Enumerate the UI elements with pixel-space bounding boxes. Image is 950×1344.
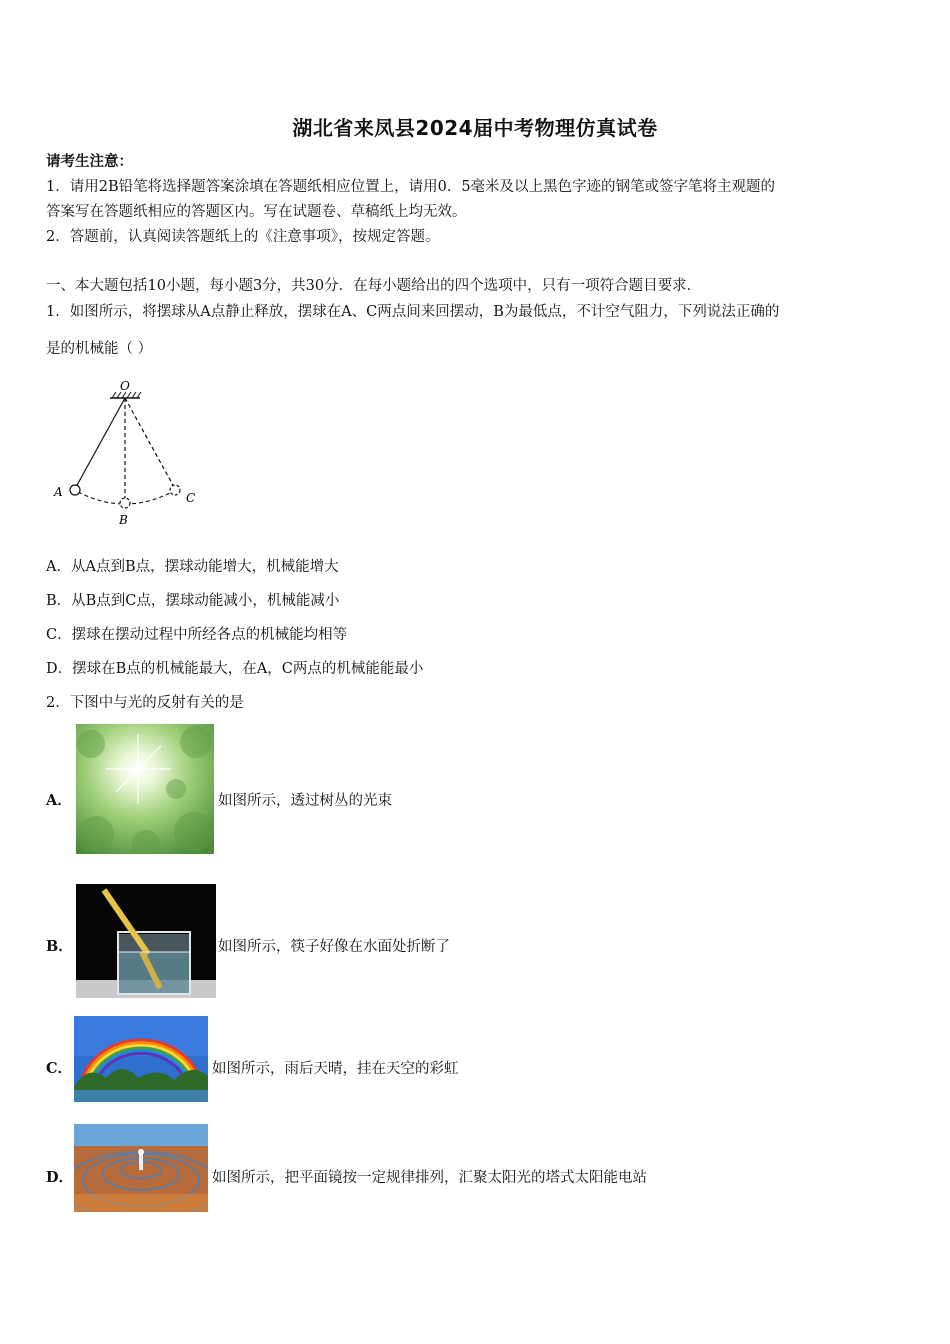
solar-tower-image xyxy=(74,1124,208,1212)
q1-option-d: D．摆球在B点的机械能最大，在A，C两点的机械能能最小 xyxy=(46,661,424,677)
q2-option-c-letter: C． xyxy=(46,1060,73,1077)
forest-light-image xyxy=(76,724,214,854)
ball-b xyxy=(120,498,130,508)
notice-item-2: 2．答题前，认真阅读答题纸上的《注意事项》，按规定答题。 xyxy=(46,229,440,245)
notice-heading: 请考生注意： xyxy=(46,153,133,170)
notice-item-1-line-1: 1．请用2B铅笔将选择题答案涂填在答题纸相应位置上，请用0．5毫米及以上黑色字迹的钢笔或签字笔将主观题的 xyxy=(46,179,776,195)
label-b: B xyxy=(119,513,128,527)
q1-option-b: B．从B点到C点，摆球动能减小，机械能减小 xyxy=(46,593,340,609)
page-title: 湖北省来凤县2024届中考物理仿真试卷 xyxy=(292,116,658,140)
q2-option-a-text: 如图所示，透过树丛的光束 xyxy=(218,793,392,809)
notice-item-1-line-2: 答案写在答题纸相应的答题区内。写在试题卷、草稿纸上均无效。 xyxy=(46,204,467,220)
q2-stem: 2．下图中与光的反射有关的是 xyxy=(46,695,244,711)
q1-option-a: A．从A点到B点，摆球动能增大，机械能增大 xyxy=(46,559,339,575)
q1-stem-line-2: 是的机械能（ ） xyxy=(46,341,153,357)
label-c: C xyxy=(186,491,196,505)
q2-option-b-letter: B． xyxy=(46,938,73,955)
chopsticks-in-water-image xyxy=(76,884,216,998)
ball-a xyxy=(70,485,80,495)
q2-option-a-letter: A． xyxy=(46,792,72,809)
q1-stem-line-1: 1．如图所示，将摆球从A点静止释放，摆球在A、C两点间来回摆动，B为最低点，不计空气阻力，下列说法正确的 xyxy=(46,304,780,320)
string-a xyxy=(76,398,125,487)
section-heading: 一、本大题包括10小题，每小题3分，共30分．在每小题给出的四个选项中，只有一项符合题目要求． xyxy=(46,278,702,294)
pendulum-figure xyxy=(48,376,208,532)
string-c xyxy=(125,398,174,487)
q2-option-c-text: 如图所示，雨后天晴，挂在天空的彩虹 xyxy=(212,1061,459,1077)
label-a: A xyxy=(54,485,63,499)
q2-option-d-letter: D． xyxy=(46,1169,74,1186)
ball-c xyxy=(170,485,180,495)
rainbow-image xyxy=(74,1016,208,1102)
q2-option-b-text: 如图所示，筷子好像在水面处折断了 xyxy=(218,939,450,955)
label-o: O xyxy=(120,379,130,393)
q2-option-d-text: 如图所示，把平面镜按一定规律排列，汇聚太阳光的塔式太阳能电站 xyxy=(212,1170,647,1186)
q1-option-c: C．摆球在摆动过程中所经各点的机械能均相等 xyxy=(46,627,348,643)
